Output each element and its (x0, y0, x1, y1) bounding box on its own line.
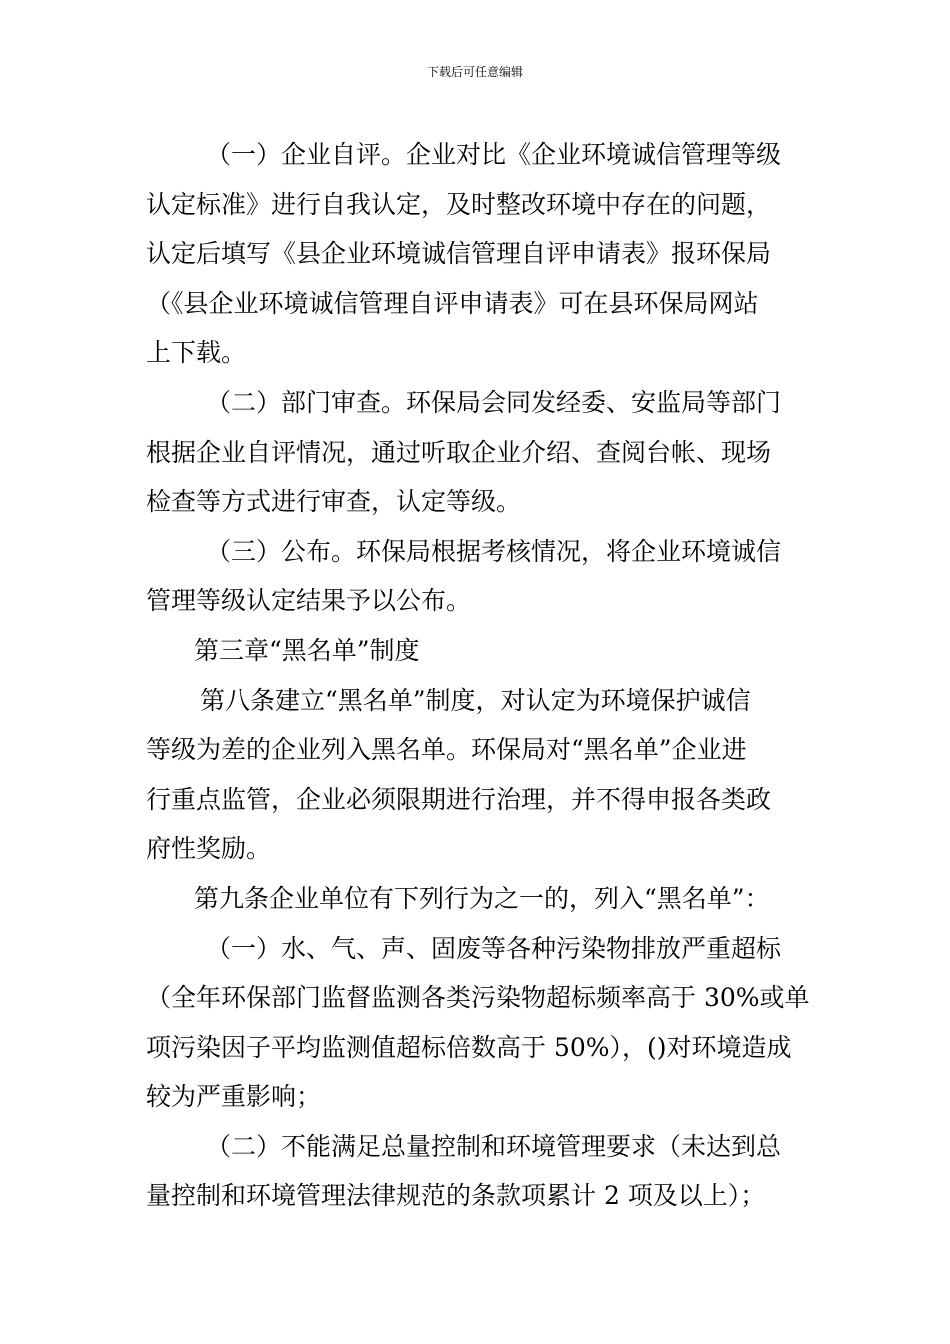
text-line: （三）公布。环保局根据考核情况，将企业环境诚信 (206, 536, 782, 566)
text-line: 行重点监管，企业必须限期进行治理，并不得申报各类政 (146, 784, 772, 814)
text-line: （一）企业自评。企业对比《企业环境诚信管理等级 (206, 140, 782, 169)
text-line: 认定标准》进行自我认定，及时整改环境中存在的问题， (146, 189, 772, 219)
text-line: 管理等级认定结果予以公布。 (146, 586, 472, 616)
chapter-title: 第三章“黑名单”制度 (194, 635, 420, 665)
text-line: 根据企业自评情况，通过听取企业介绍、查阅台帐、现场 (146, 437, 772, 467)
paragraph-article-nine (146, 874, 810, 924)
paragraph-department-review (146, 378, 810, 527)
text-line: （二）部门审查。环保局会同发经委、安监局等部门 (206, 387, 782, 417)
text-line: 第九条企业单位有下列行为之一的，列入“黑名单”： (194, 883, 770, 913)
text-line: （《县企业环境诚信管理自评申请表》可在县环保局网站 (146, 288, 759, 318)
text-line: 较为严重影响； (146, 1082, 322, 1112)
text-line: 量控制和环境管理法律规范的条款项累计 2 项及以上）； (146, 1181, 766, 1211)
paragraph-item-one (146, 924, 810, 1122)
text-line: 府性奖励。 (146, 834, 272, 864)
text-line: 项污染因子平均监测值超标倍数高于 50%），()对环境造成 (146, 1032, 792, 1062)
paragraph-self-assessment (146, 130, 810, 378)
text-line: 认定后填写《县企业环境诚信管理自评申请表》报环保局 (146, 239, 772, 269)
text-line: 第八条建立“黑名单”制度，对认定为环境保护诚信 (200, 685, 751, 715)
document-body (146, 130, 810, 1221)
paragraph-publication (146, 527, 810, 626)
text-line: 上下载。 (146, 338, 247, 368)
text-line: （一）水、气、声、固废等各种污染物排放严重超标 (206, 933, 782, 963)
text-line: （二）不能满足总量控制和环境管理要求（未达到总 (206, 1131, 782, 1161)
paragraph-item-two (146, 1122, 810, 1221)
page-header: 下载后可任意编辑 (426, 65, 523, 79)
text-line: （全年环保部门监督监测各类污染物超标频率高于 30%或单 (146, 983, 810, 1013)
text-line: 检查等方式进行审查，认定等级。 (146, 487, 522, 517)
paragraph-article-eight (146, 676, 810, 874)
chapter-heading (146, 626, 810, 676)
text-line: 等级为差的企业列入黑名单。环保局对“黑名单”企业进 (146, 735, 747, 765)
